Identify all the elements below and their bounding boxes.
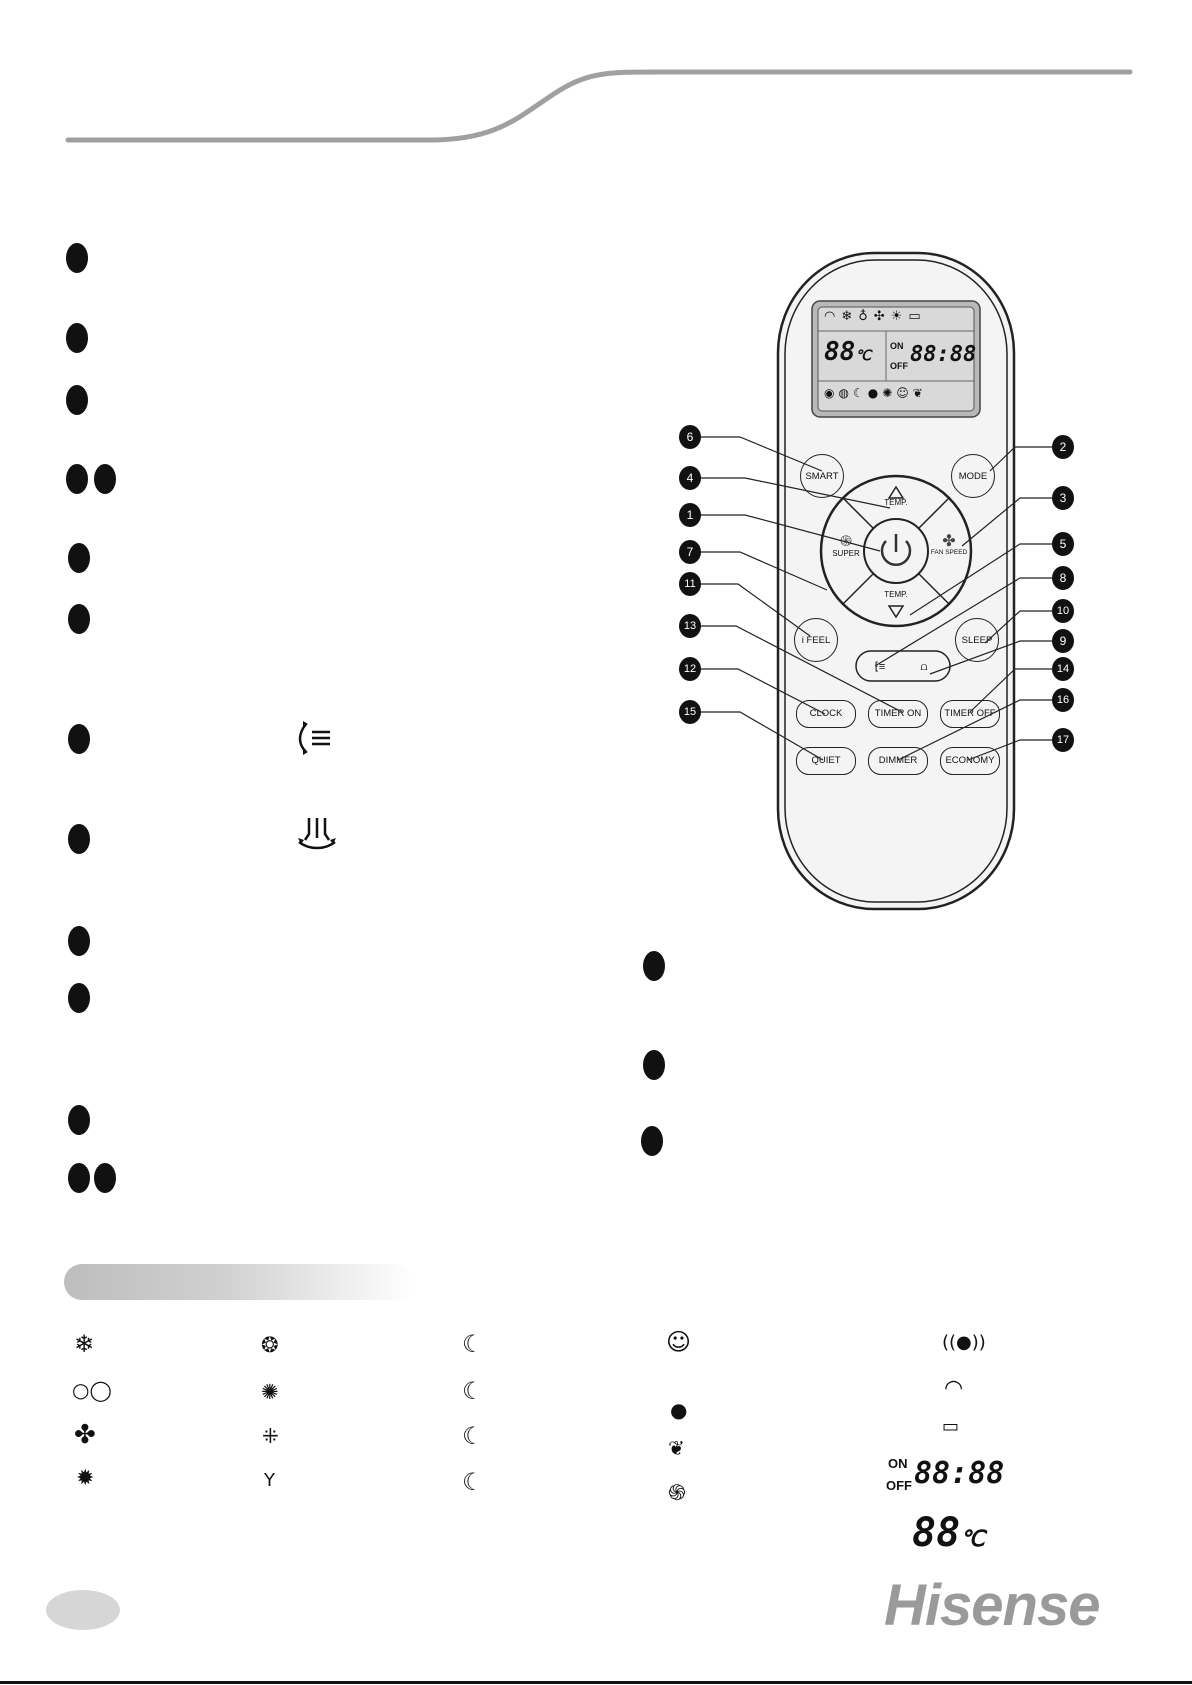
- sleep-icon: ☾: [852, 386, 868, 400]
- bullet-r3: [641, 1126, 663, 1156]
- fan-speed-icon: ✤: [942, 533, 956, 550]
- footer-rule: [0, 1681, 1192, 1684]
- legend-timer-display: 88:88: [914, 1456, 1005, 1491]
- fan-speed-medium-icon: ⁜: [262, 1424, 279, 1448]
- temp-up-label: TEMP.: [884, 498, 908, 507]
- horizontal-swing-icon: [295, 814, 339, 852]
- super-icon: ◉: [824, 386, 839, 400]
- bullet-12a: [68, 1163, 90, 1193]
- bullet-r2: [643, 1050, 665, 1080]
- clock-icon: ●: [670, 1398, 688, 1422]
- lcd-off-label: OFF: [890, 361, 908, 371]
- bullet-10: [68, 983, 90, 1013]
- lcd-temp-value: 88: [824, 337, 856, 367]
- smart-mode-icon: ☺: [666, 1328, 692, 1356]
- page-number-badge: [46, 1590, 120, 1630]
- quiet-button-label: QUIET: [811, 755, 841, 766]
- eco-icon: ❦: [912, 386, 927, 400]
- callout-9: 9: [1052, 629, 1074, 653]
- callout-14: 14: [1052, 657, 1074, 681]
- clock-button-label: CLOCK: [809, 708, 843, 719]
- callout-2: 2: [1052, 435, 1074, 459]
- sleep-mode-1-icon: ☾: [462, 1330, 484, 1358]
- horizontal-swing-small-icon: ⩍: [920, 661, 928, 673]
- legend-timer-off-label: OFF: [886, 1478, 912, 1493]
- legend-timer-on-label: ON: [888, 1456, 908, 1471]
- mode-button-label: MODE: [958, 470, 988, 482]
- callout-11: 11: [679, 572, 701, 596]
- timer-off-button-label: TIMER OFF: [944, 708, 996, 719]
- smart-button-label: SMART: [805, 470, 839, 482]
- dimmer-icon: ✺: [882, 386, 897, 400]
- legend-temp-display: [912, 1510, 985, 1556]
- economy-button-label: ECONOMY: [945, 755, 995, 766]
- sleep-mode-3-icon: ☾: [462, 1422, 484, 1450]
- battery-icon: ▭: [908, 309, 927, 324]
- super-button-label: SUPER: [832, 549, 860, 558]
- bullet-11: [68, 1105, 90, 1135]
- callout-15: 15: [679, 700, 701, 724]
- i-feel-icon: ((●)): [942, 1332, 986, 1353]
- lcd-timer: 88:88: [910, 342, 977, 367]
- callout-17: 17: [1052, 728, 1074, 752]
- brand-logo: Hisense: [884, 1573, 1100, 1638]
- dry-mode-icon: ○◯: [72, 1378, 112, 1402]
- timer-on-button-label: TIMER ON: [874, 708, 922, 719]
- battery-icon: ▭: [942, 1416, 960, 1437]
- lcd-temp-unit: ℃: [855, 348, 872, 364]
- fan-speed-label: FAN SPEED: [930, 549, 968, 556]
- drops-icon: ♁: [858, 309, 874, 324]
- wifi-icon: ◠: [824, 309, 842, 324]
- callout-3: 3: [1052, 486, 1074, 510]
- sun-icon: ☀: [890, 309, 909, 324]
- bullet-12b: [94, 1163, 116, 1193]
- fan-icon: ✣: [873, 309, 891, 324]
- sleep-mode-4-icon: ☾: [462, 1468, 484, 1496]
- callout-8: 8: [1052, 566, 1074, 590]
- callout-5: 5: [1052, 532, 1074, 556]
- callout-13: 13: [679, 614, 701, 638]
- clock-icon: ●: [867, 386, 883, 400]
- bullet-8: [68, 824, 90, 854]
- legend-temp-value: 88: [912, 1510, 961, 1556]
- callout-1: 1: [679, 503, 701, 527]
- fan-speed-high-icon: ✺: [261, 1380, 279, 1404]
- fan-mode-icon: ✤: [74, 1420, 96, 1450]
- economy-icon: ❦: [668, 1436, 685, 1460]
- callout-lines: [0, 0, 1192, 800]
- dimmer-button-label: DIMMER: [878, 755, 918, 766]
- callout-10: 10: [1052, 599, 1074, 623]
- sleep-mode-2-icon: ☾: [462, 1377, 484, 1405]
- cool-mode-icon: ❄: [74, 1330, 95, 1358]
- callout-7: 7: [679, 540, 701, 564]
- fan-speed-low-icon: Y: [264, 1470, 275, 1491]
- signal-icon: ◠: [944, 1376, 964, 1401]
- vertical-swing-small-icon: ⁅≡: [874, 661, 886, 673]
- callout-12: 12: [679, 657, 701, 681]
- callout-6: 6: [679, 425, 701, 449]
- temp-down-label: TEMP.: [884, 590, 908, 599]
- snowflake-icon: ❄: [841, 309, 859, 324]
- super-swirl-icon: ֍: [839, 533, 853, 550]
- i-feel-button-label: i FEEL: [801, 634, 831, 646]
- bullet-r1: [643, 951, 665, 981]
- heat-mode-icon: ✹: [76, 1466, 95, 1491]
- super-mode-icon: ֍: [668, 1481, 686, 1506]
- sleep-button-label: SLEEP: [961, 634, 993, 646]
- fan-speed-auto-icon: ❂: [261, 1333, 279, 1357]
- i-feel-icon: ◍: [838, 386, 853, 400]
- lcd-on-label: ON: [890, 341, 904, 351]
- callout-4: 4: [679, 466, 701, 490]
- section-header-bar: [64, 1264, 414, 1300]
- smart-icon: ☺: [896, 386, 913, 400]
- callout-16: 16: [1052, 688, 1074, 712]
- bullet-9: [68, 926, 90, 956]
- legend-temp-unit: ℃: [960, 1527, 985, 1552]
